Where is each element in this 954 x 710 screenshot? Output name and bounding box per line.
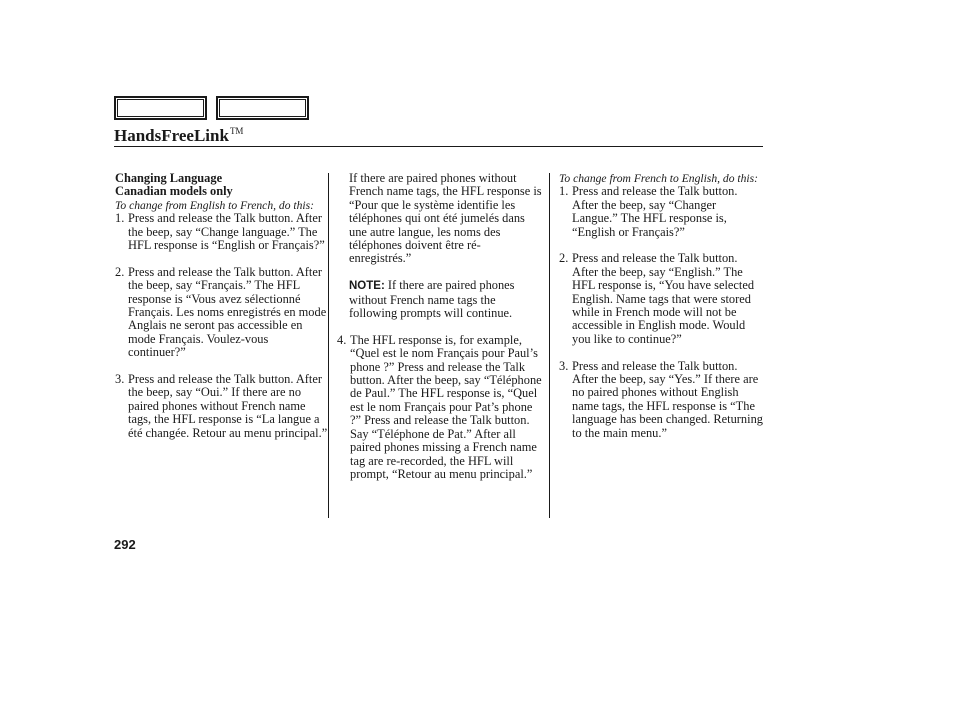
note-label: NOTE: xyxy=(349,280,385,293)
step-number: 2. xyxy=(115,264,125,279)
step-text: The HFL response is, for example, “Quel est le nom Français pour Paul’s phone ?” Press and release the Talk button. After the beep, say “Téléphone de Paul.” The HFL response is, “Quel est le nom Français pour Pat’s phone ?” Press and release the Talk button. Say “Téléphone de Pat.” After all paired phones missing a French name tag are re-recorded, the HFL will prompt, “Retour au menu principal.” xyxy=(350,332,542,481)
step-list xyxy=(559,185,763,440)
step-text: Press and release the Talk button. After the beep, say “English.” The HFL response is, “You have selected English. Name tags that were stored while in French mode will not be accessible in English mode. Would you like to continue?” xyxy=(572,251,755,346)
list-item xyxy=(559,360,763,440)
column-1 xyxy=(115,172,328,440)
list-item xyxy=(337,334,542,481)
list-item xyxy=(559,252,763,346)
header-tab-box-2 xyxy=(216,96,309,120)
page-title xyxy=(114,120,243,147)
step-text: Press and release the Talk button. After the beep, say “Change language.” The HFL response is “English or Français?” xyxy=(128,211,325,253)
page-number: 292 xyxy=(114,537,136,552)
step-text: Press and release the Talk button. After the beep, say “Oui.” If there are no paired phones without French name tags, the HFL response is “La langue a été changée. Retour au menu principal.” xyxy=(128,372,328,440)
header-tab-box-1 xyxy=(114,96,207,120)
column-2 xyxy=(337,172,542,481)
page-title-text: HandsFreeLink xyxy=(114,126,229,145)
step-list xyxy=(115,212,328,440)
section-heading: Changing Language xyxy=(115,171,223,185)
section-subheading: Canadian models only xyxy=(115,184,233,199)
step-number: 1. xyxy=(115,211,125,226)
step-number: 1. xyxy=(559,184,569,199)
note-paragraph xyxy=(337,279,542,320)
list-item xyxy=(559,185,763,239)
step-number: 2. xyxy=(559,251,569,266)
continued-paragraph: If there are paired phones without French name tags, the HFL response is “Pour que le système identifie les téléphones qui ont été jumelés dans une autre langue, les noms des téléphones doivent être ré-enregistrés.” xyxy=(349,171,542,266)
list-item xyxy=(115,212,328,252)
list-item xyxy=(115,373,328,440)
step-text: Press and release the Talk button. After the beep, say “Français.” The HFL response is “Vous avez sélectionné Français. Les noms enregistrés en mode Anglais ne seront pas accessible en mode Français. Voulez-vous continuer?” xyxy=(128,264,327,360)
step-text: Press and release the Talk button. After the beep, say “Changer Langue.” The HFL response is, “English or Français?” xyxy=(572,184,738,239)
step-number: 3. xyxy=(115,372,125,387)
trademark-mark: TM xyxy=(229,126,244,136)
column-divider-1 xyxy=(328,173,329,518)
column-3 xyxy=(559,172,763,440)
section-intro: To change from French to English, do this: xyxy=(559,172,759,185)
section-intro: To change from English to French, do this: xyxy=(115,198,315,212)
step-number: 4. xyxy=(337,332,347,347)
note-text: If there are paired phones without French name tags the following prompts will continue. xyxy=(349,278,515,321)
step-text: Press and release the Talk button. After the beep, say “Yes.” If there are no paired phones without English name tags, the HFL response is “The language has been changed. Returning to the main menu.” xyxy=(572,358,763,440)
column-divider-2 xyxy=(549,173,550,518)
step-number: 3. xyxy=(559,358,569,373)
header-rule xyxy=(114,146,763,147)
list-item xyxy=(115,266,328,360)
